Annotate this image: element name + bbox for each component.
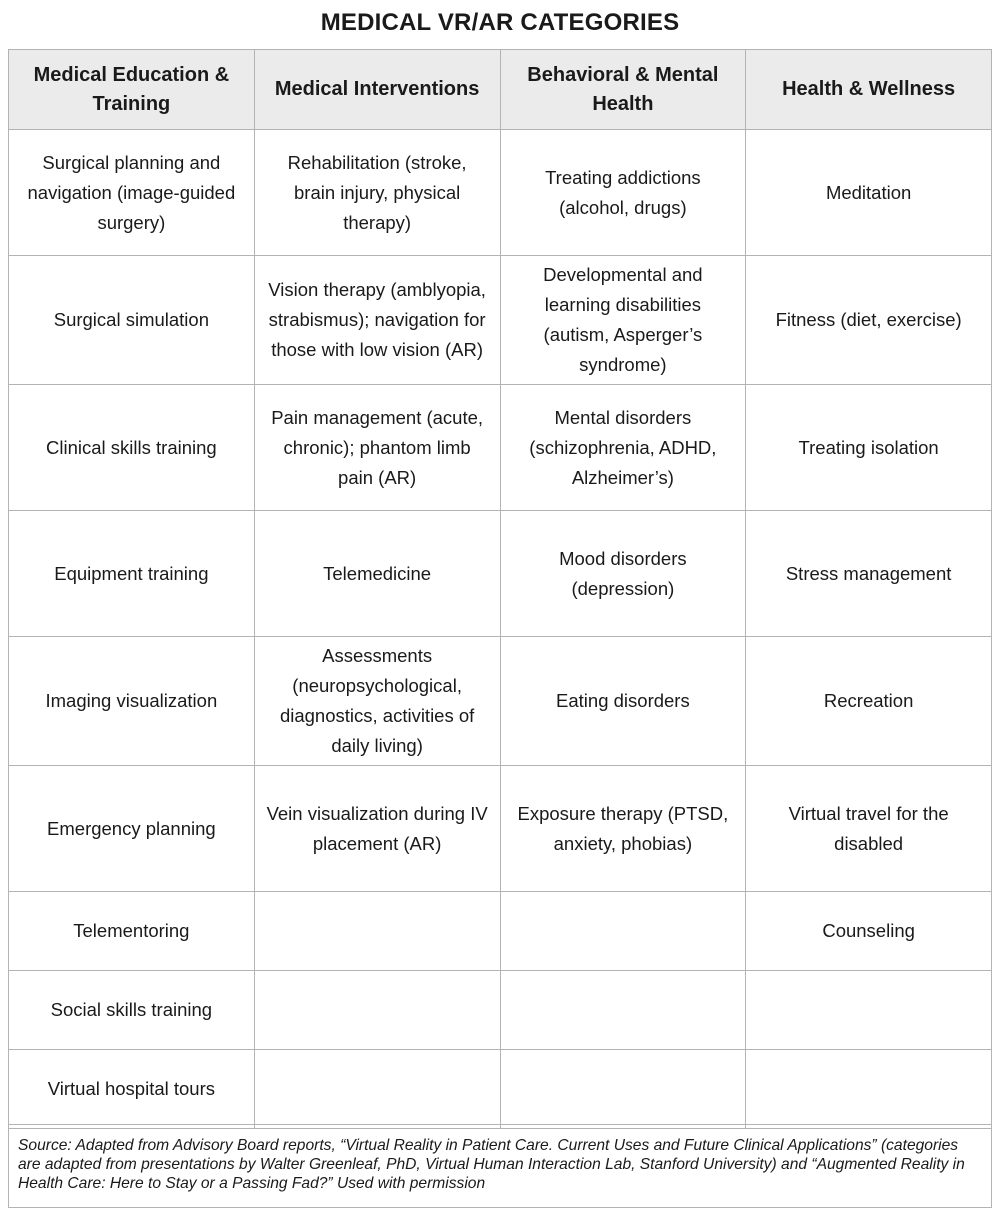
table-row: [9, 511, 992, 637]
categories-table: [8, 49, 992, 1129]
table-cell: Developmental and learning disabilities (autism, Asperger’s syndrome): [500, 256, 746, 385]
table-cell: [500, 1050, 746, 1129]
table-cell: Imaging visualization: [9, 637, 255, 766]
table-cell: Vein visualization during IV placement (AR): [254, 766, 500, 892]
table-cell: Surgical planning and navigation (image-guided surgery): [9, 130, 255, 256]
table-cell: Exposure therapy (PTSD, anxiety, phobias): [500, 766, 746, 892]
table-cell: Stress management: [746, 511, 992, 637]
table-cell: Clinical skills training: [9, 385, 255, 511]
table-row: [9, 130, 992, 256]
table-cell: Assessments (neuropsychological, diagnostics, activities of daily living): [254, 637, 500, 766]
column-header-behavioral: Behavioral & Mental Health: [500, 50, 746, 130]
table-row: [9, 637, 992, 766]
table-row: [9, 256, 992, 385]
table-cell: [746, 1050, 992, 1129]
table-cell: [746, 971, 992, 1050]
table-cell: Telementoring: [9, 892, 255, 971]
header-row: [9, 50, 992, 130]
table-cell: Rehabilitation (stroke, brain injury, physical therapy): [254, 130, 500, 256]
table-cell: Mood disorders (depression): [500, 511, 746, 637]
column-header-education: Medical Education & Training: [9, 50, 255, 130]
source-note: Source: Adapted from Advisory Board reports, “Virtual Reality in Patient Care. Current Uses and Future Clinical Applications” (categories are adapted from presentations by Walter Greenleaf, PhD, Virtual Human Interaction Lab, Stanford University) and “Augmented Reality in Health Care: Here to Stay or a Passing Fad?” Used with permission: [8, 1124, 992, 1208]
table-cell: Recreation: [746, 637, 992, 766]
table-row: [9, 1050, 992, 1129]
table-cell: Treating addictions (alcohol, drugs): [500, 130, 746, 256]
table-cell: [500, 971, 746, 1050]
table-cell: Social skills training: [9, 971, 255, 1050]
table-cell: Eating disorders: [500, 637, 746, 766]
table-cell: Vision therapy (amblyopia, strabismus); navigation for those with low vision (AR): [254, 256, 500, 385]
table-cell: Virtual travel for the disabled: [746, 766, 992, 892]
table-cell: Equipment training: [9, 511, 255, 637]
table-cell: Fitness (diet, exercise): [746, 256, 992, 385]
table-cell: Pain management (acute, chronic); phantom limb pain (AR): [254, 385, 500, 511]
table-cell: Treating isolation: [746, 385, 992, 511]
table-cell: [254, 892, 500, 971]
table-cell: Mental disorders (schizophrenia, ADHD, Alzheimer’s): [500, 385, 746, 511]
table-cell: Counseling: [746, 892, 992, 971]
table-row: [9, 766, 992, 892]
table-cell: [254, 971, 500, 1050]
table-cell: [500, 892, 746, 971]
page-title: MEDICAL VR/AR CATEGORIES: [320, 9, 680, 36]
table-cell: Surgical simulation: [9, 256, 255, 385]
table-cell: Emergency planning: [9, 766, 255, 892]
table-row: [9, 971, 992, 1050]
table-cell: Meditation: [746, 130, 992, 256]
table-cell: Virtual hospital tours: [9, 1050, 255, 1129]
table-row: [9, 385, 992, 511]
table-cell: Telemedicine: [254, 511, 500, 637]
table-row: [9, 892, 992, 971]
table-cell: [254, 1050, 500, 1129]
column-header-interventions: Medical Interventions: [254, 50, 500, 130]
column-header-wellness: Health & Wellness: [746, 50, 992, 130]
